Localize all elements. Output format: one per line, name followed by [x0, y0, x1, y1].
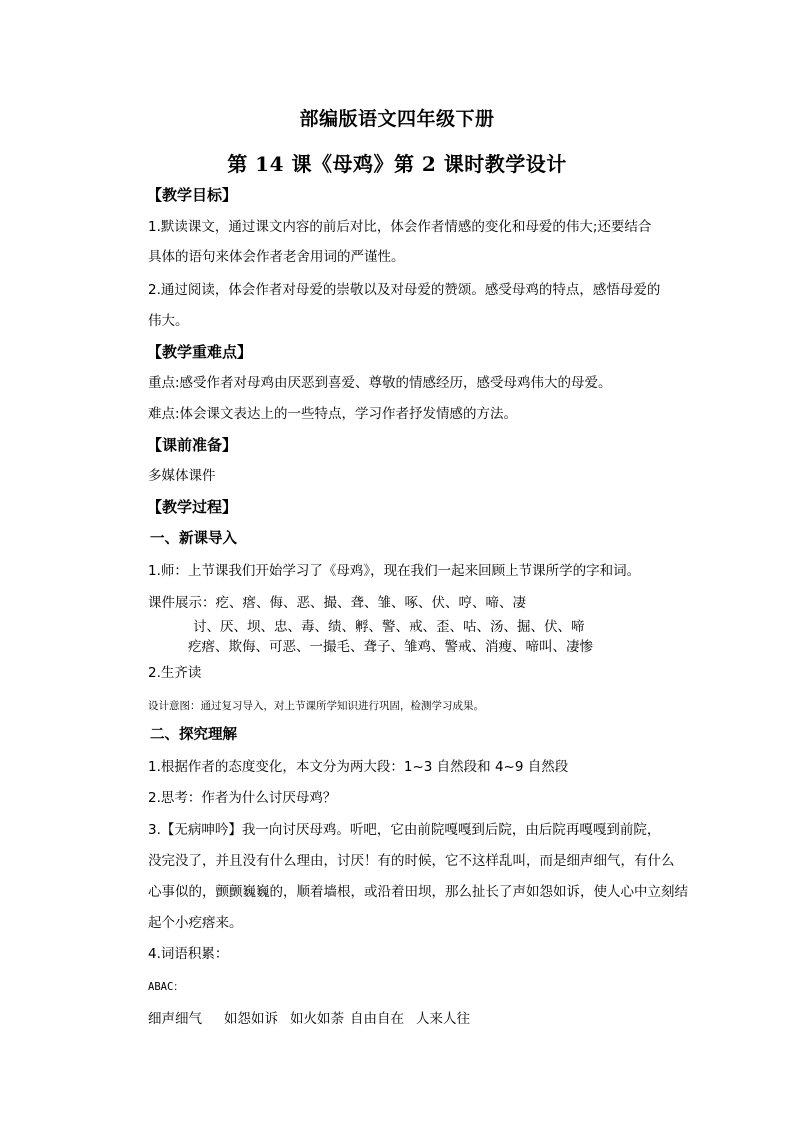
paragraph-line: 多媒体课件 [148, 468, 216, 484]
section-heading-goals: 【教学目标】 [147, 186, 238, 204]
subsection-heading: 二、探究理解 [150, 727, 237, 743]
paragraph-line: 2.通过阅读，体会作者对母爱的崇敬以及对母爱的赞颂。感受母鸡的特点，感悟母爱的 [148, 282, 661, 298]
design-intent-note: 设计意图：通过复习导入，对上节课所学知识进行巩固，检测学习成果。 [148, 700, 484, 712]
paragraph-line: 讨、厌、坝、忠、毒、绩、孵、警、戒、歪、咕、汤、掘、伏、啼 [193, 619, 585, 635]
paragraph-line: 4.词语积累： [148, 946, 229, 962]
lesson-title: 第 14 课《母鸡》第 2 课时教学设计 [227, 152, 567, 176]
section-heading-key-points: 【教学重难点】 [147, 343, 253, 361]
word-list [148, 1010, 470, 1028]
paragraph-line: 课件展示：疙、瘩、侮、恶、撮、聋、雏、啄、伏、哼、啼、凄 [148, 595, 526, 611]
paragraph-line: 1.师：上节课我们开始学习了《母鸡》，现在我们一起来回顾上节课所学的字和词。 [148, 563, 641, 579]
section-heading-preparation: 【课前准备】 [147, 436, 238, 454]
word-item: 如火如荼 [290, 1011, 344, 1027]
paragraph-line: 重点:感受作者对母鸡由厌恶到喜爱、尊敬的情感经历，感受母鸡伟大的母爱。 [148, 375, 612, 391]
word-item: 细声细气 [148, 1011, 202, 1027]
paragraph-line: 3.【无病呻吟】我一向讨厌母鸡。听吧，它由前院嘎嘎到后院，由后院再嘎嘎到前院， [148, 822, 661, 838]
paragraph-line: 2.思考：作者为什么讨厌母鸡？ [148, 790, 337, 806]
paragraph-line: 2.生齐读 [148, 665, 202, 681]
paragraph-line: 心事似的，颤颤巍巍的，顺着墙根，或沿着田坝，那么扯长了声如怨如诉，使人心中立刻结 [148, 884, 688, 900]
paragraph-line: 难点:体会课文表达上的一些特点，学习作者抒发情感的方法。 [148, 406, 518, 422]
paragraph-line: 没完没了，并且没有什么理由，讨厌！有的时候，它不这样乱叫，而是细声细气，有什么 [148, 853, 675, 869]
paragraph-line: 具体的语句来体会作者老舍用词的严谨性。 [148, 249, 405, 265]
paragraph-line: 1.默读课文，通过课文内容的前后对比，体会作者情感的变化和母爱的伟大;还要结合 [148, 219, 652, 235]
paragraph-line: 疙瘩、欺侮、可恶、一撮毛、聋子、雏鸡、警戒、消瘦、啼叫、凄惨 [188, 639, 593, 655]
subsection-heading: 一、新课导入 [150, 531, 237, 547]
section-heading-process: 【教学过程】 [147, 498, 238, 516]
word-item: 如怨如诉 [224, 1011, 278, 1027]
paragraph-line: 伟大。 [148, 313, 189, 329]
paragraph-line: 1.根据作者的态度变化，本文分为两大段：1~3 自然段和 4~9 自然段 [148, 759, 569, 775]
paragraph-line: ABAC： [148, 981, 184, 993]
word-item: 人来人往 [416, 1011, 470, 1027]
document-title: 部编版语文四年级下册 [299, 108, 495, 130]
paragraph-line: 起个小疙瘩来。 [148, 915, 243, 931]
word-item: 自由自在 [350, 1011, 404, 1027]
